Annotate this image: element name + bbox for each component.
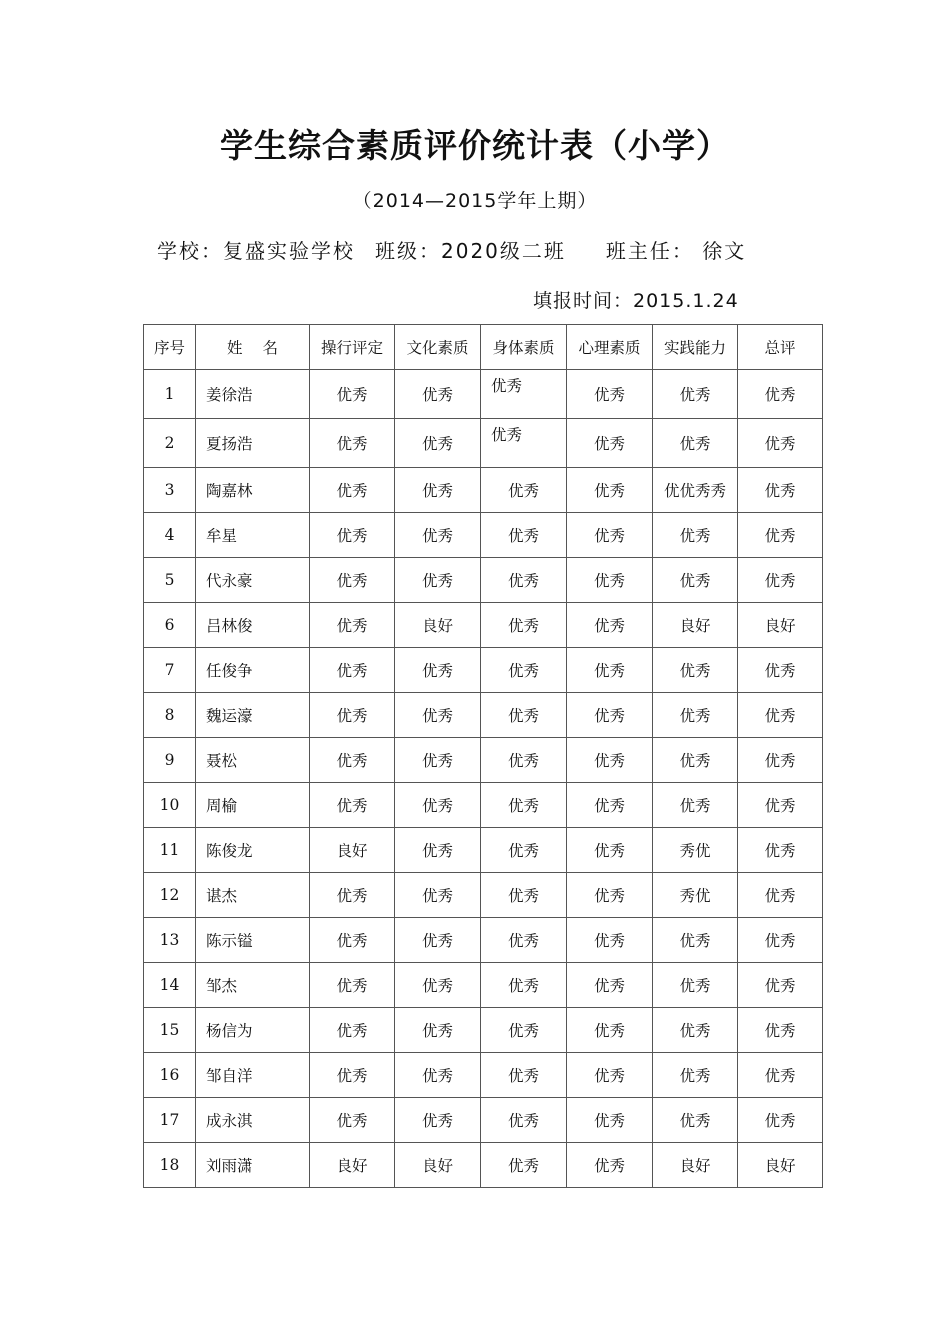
mental-cell: 优秀 [567,963,653,1008]
practice-cell: 优秀 [653,419,738,468]
practice-cell: 优秀 [653,963,738,1008]
mental-cell: 优秀 [567,738,653,783]
row-index: 14 [144,963,196,1008]
practice-cell: 优秀 [653,693,738,738]
academic-cell: 优秀 [395,783,481,828]
header-practice: 实践能力 [653,325,738,370]
mental-cell: 优秀 [567,873,653,918]
row-index: 17 [144,1098,196,1143]
practice-cell: 优优秀秀 [653,468,738,513]
academic-cell: 优秀 [395,693,481,738]
table-header-row [144,325,823,370]
practice-cell: 优秀 [653,370,738,419]
table-row [144,419,823,468]
table-row [144,558,823,603]
overall-cell: 优秀 [738,873,823,918]
student-name: 姜徐浩 [196,370,310,419]
student-name: 吕林俊 [196,603,310,648]
row-index: 10 [144,783,196,828]
conduct-cell: 优秀 [310,1053,395,1098]
student-name: 魏运濠 [196,693,310,738]
overall-cell: 优秀 [738,738,823,783]
overall-cell: 优秀 [738,419,823,468]
mental-cell: 优秀 [567,1098,653,1143]
overall-cell: 优秀 [738,648,823,693]
student-name: 陶嘉林 [196,468,310,513]
student-name: 邹杰 [196,963,310,1008]
conduct-cell: 优秀 [310,648,395,693]
academic-cell: 优秀 [395,468,481,513]
student-name: 周榆 [196,783,310,828]
overall-cell: 优秀 [738,828,823,873]
mental-cell: 优秀 [567,828,653,873]
overall-cell: 优秀 [738,1053,823,1098]
academic-cell: 优秀 [395,918,481,963]
mental-cell: 优秀 [567,1008,653,1053]
table-row [144,1098,823,1143]
academic-cell: 优秀 [395,419,481,468]
student-name: 牟星 [196,513,310,558]
physical-cell: 优秀 [481,1143,567,1188]
practice-cell: 优秀 [653,1053,738,1098]
student-name: 邹自洋 [196,1053,310,1098]
conduct-cell: 优秀 [310,370,395,419]
table-row [144,783,823,828]
physical-cell: 优秀 [481,738,567,783]
header-conduct: 操行评定 [310,325,395,370]
header-physical: 身体素质 [481,325,567,370]
table-row [144,648,823,693]
student-name: 任俊争 [196,648,310,693]
practice-cell: 良好 [653,603,738,648]
physical-cell: 优秀 [481,918,567,963]
overall-cell: 优秀 [738,918,823,963]
header-academic: 文化素质 [395,325,481,370]
row-index: 5 [144,558,196,603]
physical-cell: 优秀 [481,468,567,513]
table-row [144,1053,823,1098]
practice-cell: 优秀 [653,558,738,603]
practice-cell: 优秀 [653,918,738,963]
table-row [144,873,823,918]
row-index: 9 [144,738,196,783]
academic-cell: 优秀 [395,963,481,1008]
academic-cell: 优秀 [395,558,481,603]
page-title: 学生综合素质评价统计表（小学） [220,126,730,165]
conduct-cell: 优秀 [310,693,395,738]
conduct-cell: 优秀 [310,738,395,783]
mental-cell: 优秀 [567,1143,653,1188]
table-body [144,370,823,1188]
academic-cell: 优秀 [395,513,481,558]
table-row [144,963,823,1008]
overall-cell: 优秀 [738,1098,823,1143]
row-index: 16 [144,1053,196,1098]
conduct-cell: 良好 [310,1143,395,1188]
physical-cell: 优秀 [481,370,567,419]
academic-cell: 良好 [395,1143,481,1188]
academic-cell: 优秀 [395,828,481,873]
practice-cell: 优秀 [653,513,738,558]
overall-cell: 优秀 [738,693,823,738]
row-index: 15 [144,1008,196,1053]
table-row [144,1008,823,1053]
mental-cell: 优秀 [567,419,653,468]
overall-cell: 良好 [738,603,823,648]
student-name: 聂松 [196,738,310,783]
table-row [144,1143,823,1188]
mental-cell: 优秀 [567,558,653,603]
academic-cell: 优秀 [395,738,481,783]
conduct-cell: 优秀 [310,963,395,1008]
physical-cell: 优秀 [481,419,567,468]
table-row [144,468,823,513]
row-index: 4 [144,513,196,558]
physical-cell: 优秀 [481,1098,567,1143]
mental-cell: 优秀 [567,648,653,693]
row-index: 13 [144,918,196,963]
school-info-line [157,235,746,264]
physical-cell: 优秀 [481,963,567,1008]
physical-cell: 优秀 [481,513,567,558]
mental-cell: 优秀 [567,513,653,558]
row-index: 2 [144,419,196,468]
physical-cell: 优秀 [481,603,567,648]
row-index: 7 [144,648,196,693]
physical-cell: 优秀 [481,1053,567,1098]
practice-cell: 秀优 [653,828,738,873]
row-index: 18 [144,1143,196,1188]
physical-cell: 优秀 [481,648,567,693]
conduct-cell: 优秀 [310,558,395,603]
student-name: 夏扬浩 [196,419,310,468]
mental-cell: 优秀 [567,918,653,963]
academic-cell: 良好 [395,603,481,648]
school-name: 学校：复盛实验学校 [157,239,355,263]
student-name: 刘雨潇 [196,1143,310,1188]
student-name: 谌杰 [196,873,310,918]
conduct-cell: 优秀 [310,513,395,558]
practice-cell: 优秀 [653,648,738,693]
practice-cell: 良好 [653,1143,738,1188]
conduct-cell: 优秀 [310,419,395,468]
academic-cell: 优秀 [395,648,481,693]
academic-cell: 优秀 [395,370,481,419]
mental-cell: 优秀 [567,693,653,738]
mental-cell: 优秀 [567,1053,653,1098]
evaluation-table [143,324,823,1188]
conduct-cell: 优秀 [310,603,395,648]
header-index: 序号 [144,325,196,370]
table-row [144,370,823,419]
header-mental: 心理素质 [567,325,653,370]
physical-cell: 优秀 [481,783,567,828]
physical-cell: 优秀 [481,828,567,873]
practice-cell: 优秀 [653,783,738,828]
student-name: 杨信为 [196,1008,310,1053]
conduct-cell: 优秀 [310,918,395,963]
head-teacher: 班主任： 徐文 [605,239,747,263]
row-index: 1 [144,370,196,419]
practice-cell: 秀优 [653,873,738,918]
table-row [144,918,823,963]
table-row [144,828,823,873]
overall-cell: 优秀 [738,370,823,419]
academic-cell: 优秀 [395,1098,481,1143]
practice-cell: 优秀 [653,738,738,783]
conduct-cell: 优秀 [310,1098,395,1143]
overall-cell: 优秀 [738,963,823,1008]
row-index: 8 [144,693,196,738]
conduct-cell: 优秀 [310,468,395,513]
practice-cell: 优秀 [653,1098,738,1143]
overall-cell: 优秀 [738,558,823,603]
row-index: 3 [144,468,196,513]
physical-cell: 优秀 [481,1008,567,1053]
practice-cell: 优秀 [653,1008,738,1053]
conduct-cell: 优秀 [310,1008,395,1053]
conduct-cell: 优秀 [310,783,395,828]
physical-cell: 优秀 [481,693,567,738]
class-name: 班级：2020级二班 [375,239,566,263]
physical-cell: 优秀 [481,558,567,603]
student-name: 陈俊龙 [196,828,310,873]
table-row [144,603,823,648]
table-row [144,738,823,783]
conduct-cell: 优秀 [310,873,395,918]
fill-date: 填报时间：2015.1.24 [533,290,739,312]
school-year: （2014—2015学年上期） [352,190,598,212]
overall-cell: 优秀 [738,468,823,513]
row-index: 11 [144,828,196,873]
overall-cell: 优秀 [738,1008,823,1053]
row-index: 12 [144,873,196,918]
student-name: 成永淇 [196,1098,310,1143]
header-name: 姓名 [196,325,310,370]
overall-cell: 优秀 [738,513,823,558]
student-name: 陈示镒 [196,918,310,963]
mental-cell: 优秀 [567,783,653,828]
academic-cell: 优秀 [395,873,481,918]
overall-cell: 优秀 [738,783,823,828]
academic-cell: 优秀 [395,1008,481,1053]
student-name: 代永豪 [196,558,310,603]
mental-cell: 优秀 [567,370,653,419]
mental-cell: 优秀 [567,603,653,648]
table-row [144,513,823,558]
conduct-cell: 良好 [310,828,395,873]
mental-cell: 优秀 [567,468,653,513]
table-row [144,693,823,738]
row-index: 6 [144,603,196,648]
physical-cell: 优秀 [481,873,567,918]
academic-cell: 优秀 [395,1053,481,1098]
overall-cell: 良好 [738,1143,823,1188]
header-overall: 总评 [738,325,823,370]
